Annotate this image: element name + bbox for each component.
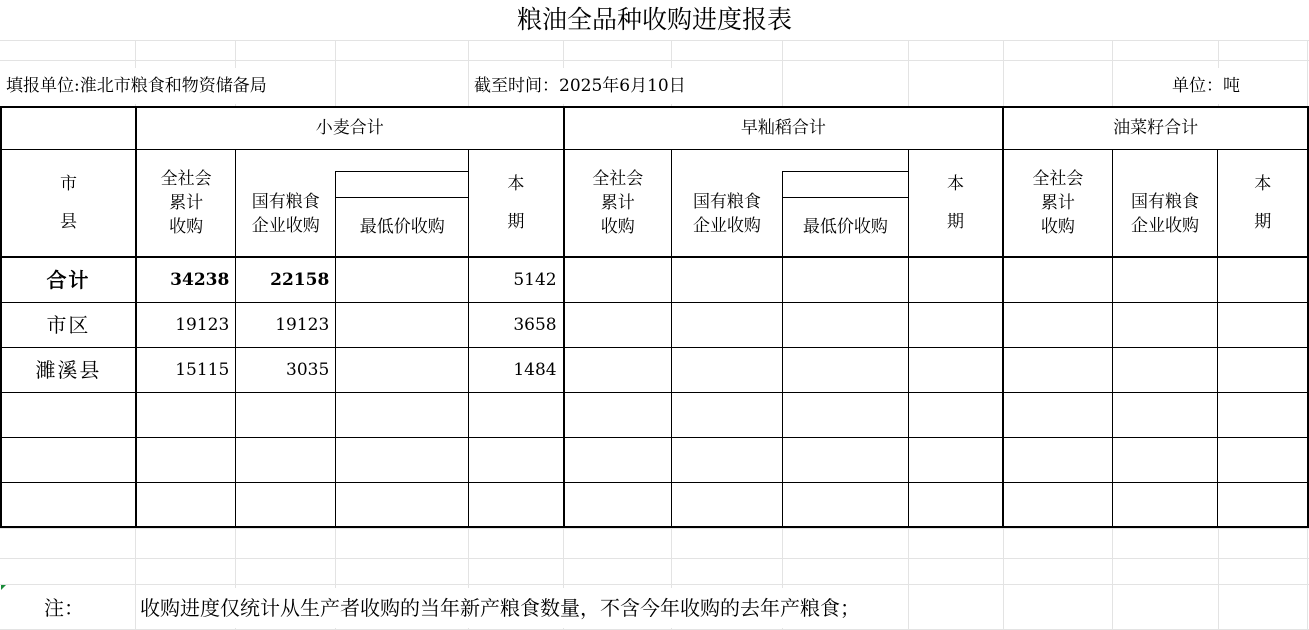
wheat-state-blank	[236, 149, 469, 171]
wheat-total-cell: 34238	[136, 257, 236, 302]
rice-state-cell	[672, 347, 783, 392]
rice-state-cell	[672, 482, 783, 527]
rice-period-cell	[908, 257, 1003, 302]
wheat-total-cell	[136, 437, 236, 482]
rice-period-cell	[908, 437, 1003, 482]
state-line-1: 国有粮食	[1131, 191, 1200, 212]
period-top: 本	[1254, 173, 1272, 194]
cumulative-line-1: 全社会	[160, 168, 212, 189]
wheat-state-cell	[236, 437, 336, 482]
note-label: 注：	[44, 588, 84, 628]
cumulative-line-1: 全社会	[1032, 168, 1084, 189]
rapeseed-group-header: 油菜籽合计	[1003, 107, 1308, 149]
wheat-period-cell: 3658	[469, 302, 564, 347]
wheat-min-cell	[336, 347, 469, 392]
rice-cumulative-header	[564, 149, 672, 257]
period-bottom: 期	[1254, 211, 1272, 232]
wheat-min-cell	[336, 302, 469, 347]
state-line-1: 国有粮食	[692, 191, 761, 212]
rapeseed-total-cell	[1003, 392, 1112, 437]
rice-min-price-header: 最低价收购	[782, 197, 908, 257]
rice-period-cell	[908, 347, 1003, 392]
wheat-total-cell	[136, 392, 236, 437]
cumulative-line-1: 全社会	[592, 168, 644, 189]
rice-state-header	[672, 171, 783, 257]
wheat-state-cell: 19123	[236, 302, 336, 347]
wheat-min-blank	[336, 171, 469, 197]
cumulative-line-2: 累计	[1040, 192, 1075, 213]
rice-min-cell	[782, 302, 908, 347]
rice-min-blank	[782, 171, 908, 197]
wheat-state-header	[236, 171, 336, 257]
state-line-1: 国有粮食	[251, 191, 320, 212]
rapeseed-period-cell	[1218, 347, 1308, 392]
note-text: 收购进度仅统计从生产者收购的当年新产粮食数量，不含今年收购的去年产粮食；	[140, 588, 860, 628]
wheat-total-cell: 19123	[136, 302, 236, 347]
wheat-state-cell: 22158	[236, 257, 336, 302]
region-header-bottom: 县	[59, 211, 77, 232]
rice-min-cell	[782, 392, 908, 437]
rice-total-cell	[564, 302, 672, 347]
rapeseed-period-cell	[1218, 437, 1308, 482]
wheat-state-cell	[236, 392, 336, 437]
wheat-total-cell	[136, 482, 236, 527]
rapeseed-period-cell	[1218, 392, 1308, 437]
wheat-cumulative-header	[136, 149, 236, 257]
rapeseed-total-cell	[1003, 257, 1112, 302]
state-line-2: 企业收购	[251, 215, 320, 236]
table-row	[1, 482, 1308, 527]
table-row	[1, 392, 1308, 437]
wheat-period-cell: 1484	[469, 347, 564, 392]
table-row	[1, 302, 1308, 347]
region-header	[1, 149, 136, 257]
wheat-period-cell	[469, 482, 564, 527]
rice-total-cell	[564, 437, 672, 482]
rice-state-blank	[672, 149, 909, 171]
wheat-period-header	[469, 149, 564, 257]
rice-period-cell	[908, 302, 1003, 347]
row-region: 合计	[1, 257, 136, 302]
rice-total-cell	[564, 482, 672, 527]
rapeseed-total-cell	[1003, 482, 1112, 527]
region-header-top: 市	[59, 173, 77, 194]
rice-min-cell	[782, 347, 908, 392]
cumulative-line-2: 累计	[169, 192, 204, 213]
wheat-min-cell	[336, 482, 469, 527]
period-top: 本	[507, 173, 525, 194]
wheat-min-cell	[336, 392, 469, 437]
wheat-min-price-header: 最低价收购	[336, 197, 469, 257]
report-title: 粮油全品种收购进度报表	[0, 0, 1309, 40]
rapeseed-state-cell	[1112, 437, 1218, 482]
rapeseed-total-cell	[1003, 302, 1112, 347]
rice-state-cell	[672, 392, 783, 437]
cumulative-line-3: 收购	[169, 216, 204, 237]
table-row	[1, 347, 1308, 392]
rapeseed-state-cell	[1112, 347, 1218, 392]
wheat-total-cell: 15115	[136, 347, 236, 392]
rice-min-cell	[782, 257, 908, 302]
row-region	[1, 437, 136, 482]
rapeseed-state-header	[1112, 171, 1218, 257]
rapeseed-state-cell	[1112, 482, 1218, 527]
rice-state-cell	[672, 257, 783, 302]
rice-state-cell	[672, 302, 783, 347]
rapeseed-period-cell	[1218, 302, 1308, 347]
table-row	[1, 437, 1308, 482]
wheat-state-cell: 3035	[236, 347, 336, 392]
period-bottom: 期	[946, 211, 964, 232]
wheat-period-cell	[469, 392, 564, 437]
measure-unit: 单位：吨	[1170, 68, 1242, 104]
period-bottom: 期	[507, 211, 525, 232]
rapeseed-period-cell	[1218, 482, 1308, 527]
report-date: 截至时间：2025年6月10日	[472, 68, 688, 104]
rice-total-cell	[564, 392, 672, 437]
row-region: 濉溪县	[1, 347, 136, 392]
rapeseed-state-cell	[1112, 302, 1218, 347]
rice-min-cell	[782, 482, 908, 527]
rice-group-header: 早籼稻合计	[564, 107, 1004, 149]
state-line-2: 企业收购	[1131, 215, 1200, 236]
rice-total-cell	[564, 347, 672, 392]
period-top: 本	[946, 173, 964, 194]
rice-period-cell	[908, 392, 1003, 437]
cumulative-line-2: 累计	[600, 192, 635, 213]
region-header-blank	[1, 107, 136, 149]
rice-period-cell	[908, 482, 1003, 527]
wheat-period-cell: 5142	[469, 257, 564, 302]
row-region	[1, 482, 136, 527]
row-region: 市区	[1, 302, 136, 347]
rice-state-cell	[672, 437, 783, 482]
progress-table	[0, 106, 1309, 528]
wheat-min-cell	[336, 257, 469, 302]
table-row	[1, 257, 1308, 302]
rapeseed-period-header	[1218, 149, 1308, 257]
state-line-2: 企业收购	[692, 215, 761, 236]
wheat-min-cell	[336, 437, 469, 482]
row-region	[1, 392, 136, 437]
rice-total-cell	[564, 257, 672, 302]
cumulative-line-3: 收购	[1040, 216, 1075, 237]
reporting-unit: 填报单位:淮北市粮食和物资储备局	[4, 68, 269, 104]
cell-marker	[1, 585, 6, 590]
rapeseed-total-cell	[1003, 347, 1112, 392]
rapeseed-state-blank	[1112, 149, 1218, 171]
rapeseed-cumulative-header	[1003, 149, 1112, 257]
rapeseed-state-cell	[1112, 392, 1218, 437]
wheat-group-header: 小麦合计	[136, 107, 564, 149]
rapeseed-period-cell	[1218, 257, 1308, 302]
rapeseed-total-cell	[1003, 437, 1112, 482]
wheat-state-cell	[236, 482, 336, 527]
wheat-period-cell	[469, 437, 564, 482]
cumulative-line-3: 收购	[600, 216, 635, 237]
rapeseed-state-cell	[1112, 257, 1218, 302]
rice-min-cell	[782, 437, 908, 482]
rice-period-header	[908, 149, 1003, 257]
